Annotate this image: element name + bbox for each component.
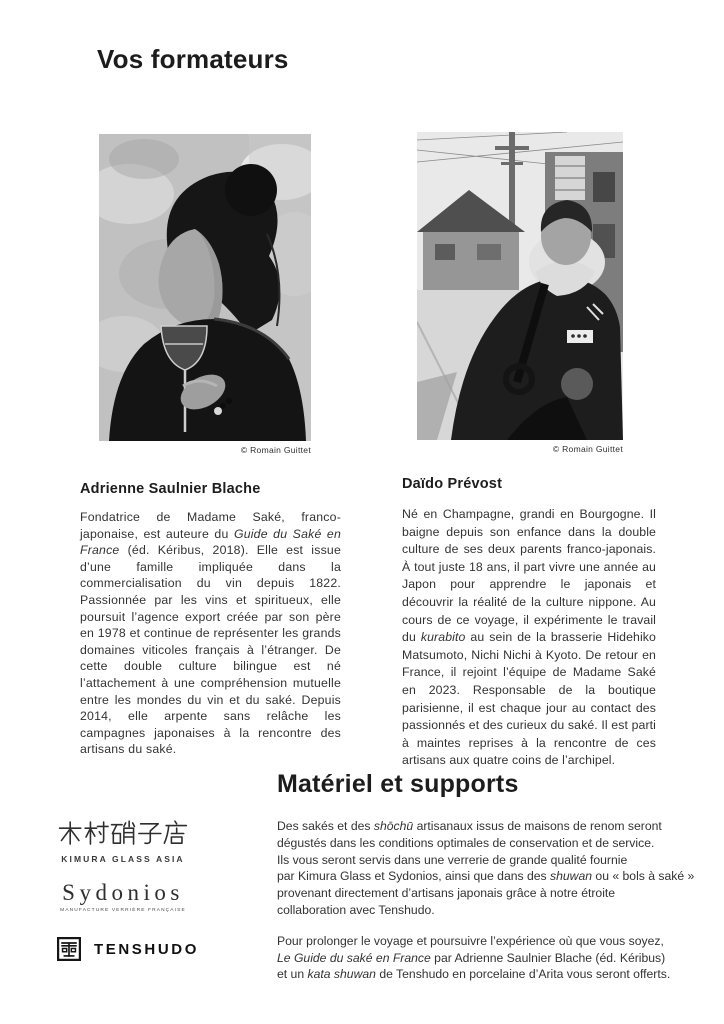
text-line (277, 902, 697, 919)
text-run: Né en Champagne, grandi en Bourgogne. Il baigne depuis son enfance dans la double culture de ses deux parents franco-japonais. À tout juste 18 ans, il part vivre une année au Japon pour apprendre le japonais et découvrir la réalité de la culture nippone. Au cours de ce voyage, il expérimente le travail du (402, 507, 656, 645)
trainer-name-daido: Daïdo Prévost (402, 476, 503, 492)
tenshudo-logo (57, 937, 199, 961)
text-run: collaboration avec Tenshudo. (277, 902, 435, 917)
trainer-name-adrienne: Adrienne Saulnier Blache (80, 481, 261, 497)
sydonios-wordmark: Sydonios (62, 880, 184, 905)
text-line (277, 868, 697, 885)
text-run: Des sakés et des (277, 819, 374, 833)
text-run: et un (277, 967, 308, 982)
text-run: (éd. Kéribus, 2018). Elle est issue d’une famille impliquée dans la commercialisation du vin depuis 1822. Passionnée par les vins et spiritueux, elle poursuit l’agence export créée par son père en 1978 et continue de représenter les grands domaines viticoles français à l’étranger. De cette double culture bilingue est né l’attachement à une compréhension mutuelle entre les mondes du vin et du saké. Depuis 2014, elle arpente sans relâche les campagnes japonaises à la rencontre des artisans du saké. (80, 543, 341, 757)
kimura-latin-label: KIMURA GLASS ASIA (61, 854, 185, 864)
sydonios-tagline: MANUFACTURE VERRIÈRE FRANÇAISE (60, 908, 186, 913)
kimura-glass-logo (55, 820, 191, 864)
photo-adrienne (99, 134, 311, 455)
text-run: par Kimura Glass et Sydonios, ainsi que dans des (277, 869, 551, 884)
text-line (277, 852, 697, 869)
photo-daido (417, 132, 623, 454)
text-run: Le Guide du saké en France (277, 950, 431, 965)
text-run: au sein de la brasserie Hidehiko Matsumoto, Nichi Nichi à Kyoto. De retour en France, il rejoint l’équipe de Madame Saké en 2023. Responsable de la boutique parisienne, il est chaque jour au contact des passionnés et des curieux du saké. Il est parti à maintes reprises à la rencontre de ces artisans aux quatre coins de l’archipel. (402, 630, 656, 768)
text-run: provenant directement d’artisans japonais grâce à notre étroite (277, 886, 616, 901)
trainer-bio-daido (402, 506, 656, 770)
materials-title: Matériel et supports (277, 770, 519, 798)
text-run: par Adrienne Saulnier Blache (éd. Kéribus) (430, 950, 666, 965)
trainer-section-adrienne (80, 481, 341, 758)
sydonios-logo (55, 880, 191, 913)
text-run: dégustés dans les conditions optimales de conservation et de service. (277, 835, 655, 850)
photo-credit-left: © Romain Guittet (240, 445, 311, 455)
text-run: de Tenshudo en porcelaine d’Arita vous seront offerts. (375, 967, 671, 982)
text-line (277, 818, 697, 835)
text-line (277, 950, 697, 967)
text-run: kata shuwan (307, 967, 376, 982)
text-run: Ils vous seront servis dans une verrerie de grande qualité fournie (277, 852, 628, 867)
text-line (277, 966, 697, 983)
text-run: Pour prolonger le voyage et poursuivre l’expérience où que vous soyez, (277, 933, 664, 948)
text-run: Guide du Saké en France (80, 526, 341, 558)
trainer-section-daido (402, 476, 656, 770)
materials-text (277, 818, 697, 983)
text-run: kurabito (420, 630, 466, 645)
trainer-bio-adrienne (80, 509, 341, 758)
text-run: shōchū (373, 819, 414, 833)
tenshudo-seal-icon (57, 937, 81, 961)
text-run: artisanaux issus de maisons de renom seront (413, 819, 662, 833)
portrait-man-street-image (417, 132, 623, 440)
text-line (277, 885, 697, 902)
materials-paragraph-1 (277, 818, 697, 919)
materials-paragraph-2 (277, 933, 697, 983)
portrait-woman-wine-glass-image (99, 134, 311, 441)
text-line (277, 835, 697, 852)
tenshudo-wordmark: TENSHUDO (94, 940, 199, 958)
text-run: Fondatrice de Madame Saké, franco-japonaise, est auteure du (80, 510, 341, 541)
photo-credit-right: © Romain Guittet (552, 444, 623, 454)
text-run: ou « bols à saké » (592, 869, 695, 884)
text-line (277, 933, 697, 950)
kimura-kanji-logotype (57, 820, 189, 847)
kimura-kanji-text (123, 847, 124, 848)
page-title: Vos formateurs (97, 44, 289, 74)
text-run: shuwan (550, 869, 593, 884)
